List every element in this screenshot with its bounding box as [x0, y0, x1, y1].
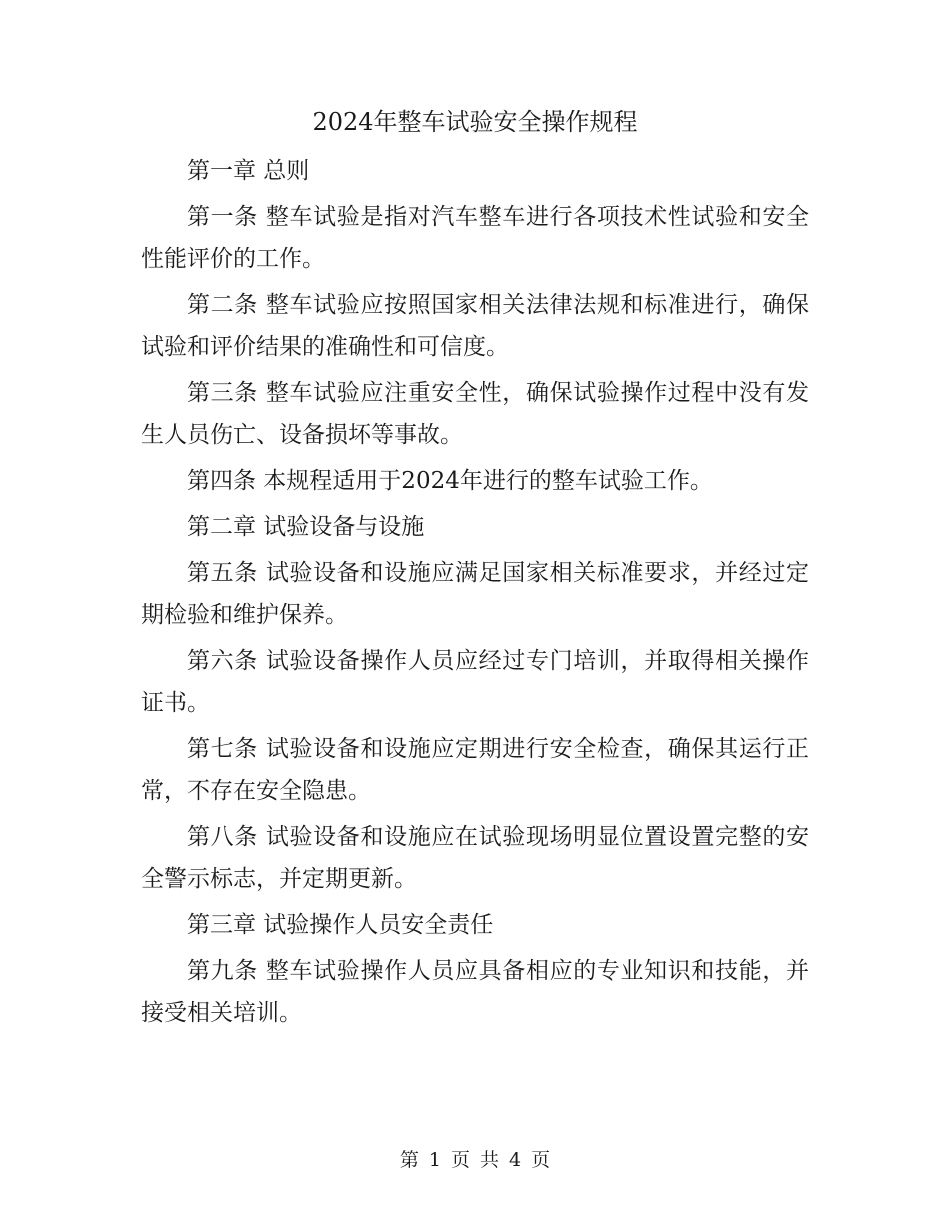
document-body	[141, 150, 809, 1038]
article-paragraph: 第七条 试验设备和设施应定期进行安全检查，确保其运行正常，不存在安全隐患。	[141, 736, 809, 804]
article-paragraph: 第五条 试验设备和设施应满足国家相关标准要求，并经过定期检验和维护保养。	[141, 560, 809, 628]
chapter-heading: 第一章 总则	[187, 158, 310, 184]
document-title: 2024年整车试验安全操作规程	[312, 108, 638, 136]
article-paragraph: 第四条 本规程适用于2024年进行的整车试验工作。	[187, 468, 713, 494]
page-number-footer: 第 1 页 共 4 页	[399, 1149, 551, 1171]
article-paragraph: 第三条 整车试验应注重安全性，确保试验操作过程中没有发生人员伤亡、设备损坏等事故。	[141, 380, 809, 448]
article-paragraph: 第九条 整车试验操作人员应具备相应的专业知识和技能，并接受相关培训。	[141, 958, 809, 1026]
article-paragraph: 第六条 试验设备操作人员应经过专门培训，并取得相关操作证书。	[141, 648, 809, 716]
chapter-heading: 第二章 试验设备与设施	[187, 514, 425, 540]
article-paragraph: 第二条 整车试验应按照国家相关法律法规和标准进行，确保试验和评价结果的准确性和可信度。	[141, 292, 809, 360]
chapter-heading: 第三章 试验操作人员安全责任	[187, 912, 494, 938]
article-paragraph: 第一条 整车试验是指对汽车整车进行各项技术性试验和安全性能评价的工作。	[141, 204, 809, 272]
article-paragraph: 第八条 试验设备和设施应在试验现场明显位置设置完整的安全警示标志，并定期更新。	[141, 824, 809, 892]
